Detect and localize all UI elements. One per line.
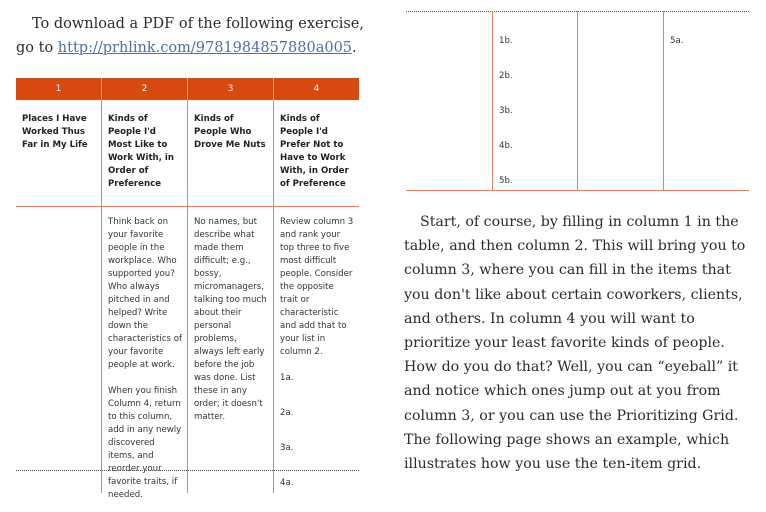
explanation-paragraph [404, 210, 756, 476]
column-number-2: 2 [102, 78, 188, 100]
column-title-row [16, 100, 359, 207]
col4-instructions [274, 207, 359, 493]
col2-instructions [102, 207, 188, 500]
column-number-1: 1 [16, 78, 102, 100]
grid-line-1 [492, 11, 493, 190]
header-places-worked: Places I Have Worked Thus Far in My Life [16, 100, 102, 206]
col2-paragraph-1: Think back on your favorite people in the workplace. Who supported you? Who always pitched in and helped? Write down the characteristics of your favorite people at work. [108, 217, 182, 370]
header-people-drove-nuts: Kinds of People Who Drove Me Nuts [188, 100, 274, 206]
rank-item-1a: 1a. [280, 373, 294, 383]
pdf-download-link[interactable]: http://prhlink.com/9781984857880a005 [57, 40, 353, 56]
col4-paragraph: Review column 3 and rank your top three to five most difficult people. Consider the opposite trait or characteristic and add that to your list in column 2. [280, 217, 354, 357]
instructions-row [16, 207, 359, 500]
rank-item-3a: 3a. [280, 443, 294, 453]
grid-line-3 [663, 11, 664, 190]
grid-item-2b: 2b. [499, 71, 513, 81]
exercise-table [16, 78, 359, 500]
grid-item-5a: 5a. [670, 36, 684, 46]
continued-grid [406, 11, 749, 191]
column-number-4: 4 [313, 84, 320, 94]
explanation-text: Start, of course, by filling in column 1 in the table, and then column 2. This will bring you to column 3, where you can fill in the items that you don't like about certain coworkers, clients, and others. In column 4 you will want to prioritize your least favorite kinds of people. How do you do that? Well, you can “eyeball” it and notice which ones jump out at you from column 3, or you can use the Prioritizing Grid. The following page shows an example, which illustrates how you use the ten-item grid. [404, 214, 746, 473]
grid-item-3b: 3b. [499, 106, 513, 116]
rank-item-4a: 4a. [280, 478, 294, 488]
intro-text: To download a PDF of the following exercise, go to [16, 16, 364, 56]
intro-period: . [352, 40, 357, 56]
grid-item-4b: 4b. [499, 141, 513, 151]
grid-item-1b: 1b. [499, 36, 513, 46]
col1-blank-cell [16, 207, 102, 493]
col3-instructions: No names, but describe what made them difficult; e.g., bossy, micromanagers, talking too much about their personal problems, always left early before the job was done. List these in any order; it doesn't matter. [188, 207, 274, 493]
left-page-dotted-divider [16, 470, 359, 471]
col2-paragraph-2: When you finish Column 4, return to this column, add in any newly discovered items, and reorder your favorite traits, if needed. [108, 386, 182, 500]
intro-paragraph [16, 12, 366, 60]
column-number-header [16, 78, 359, 100]
header-people-prefer-not: Kinds of People I'd Prefer Not to Have to Work With, in Order of Preference [280, 114, 349, 189]
header-people-like: Kinds of People I'd Most Like to Work With, in Order of Preference [102, 100, 188, 206]
grid-line-2 [577, 11, 578, 190]
column-number-3: 3 [188, 78, 274, 100]
grid-item-5b: 5b. [499, 176, 513, 186]
rank-item-2a: 2a. [280, 408, 294, 418]
